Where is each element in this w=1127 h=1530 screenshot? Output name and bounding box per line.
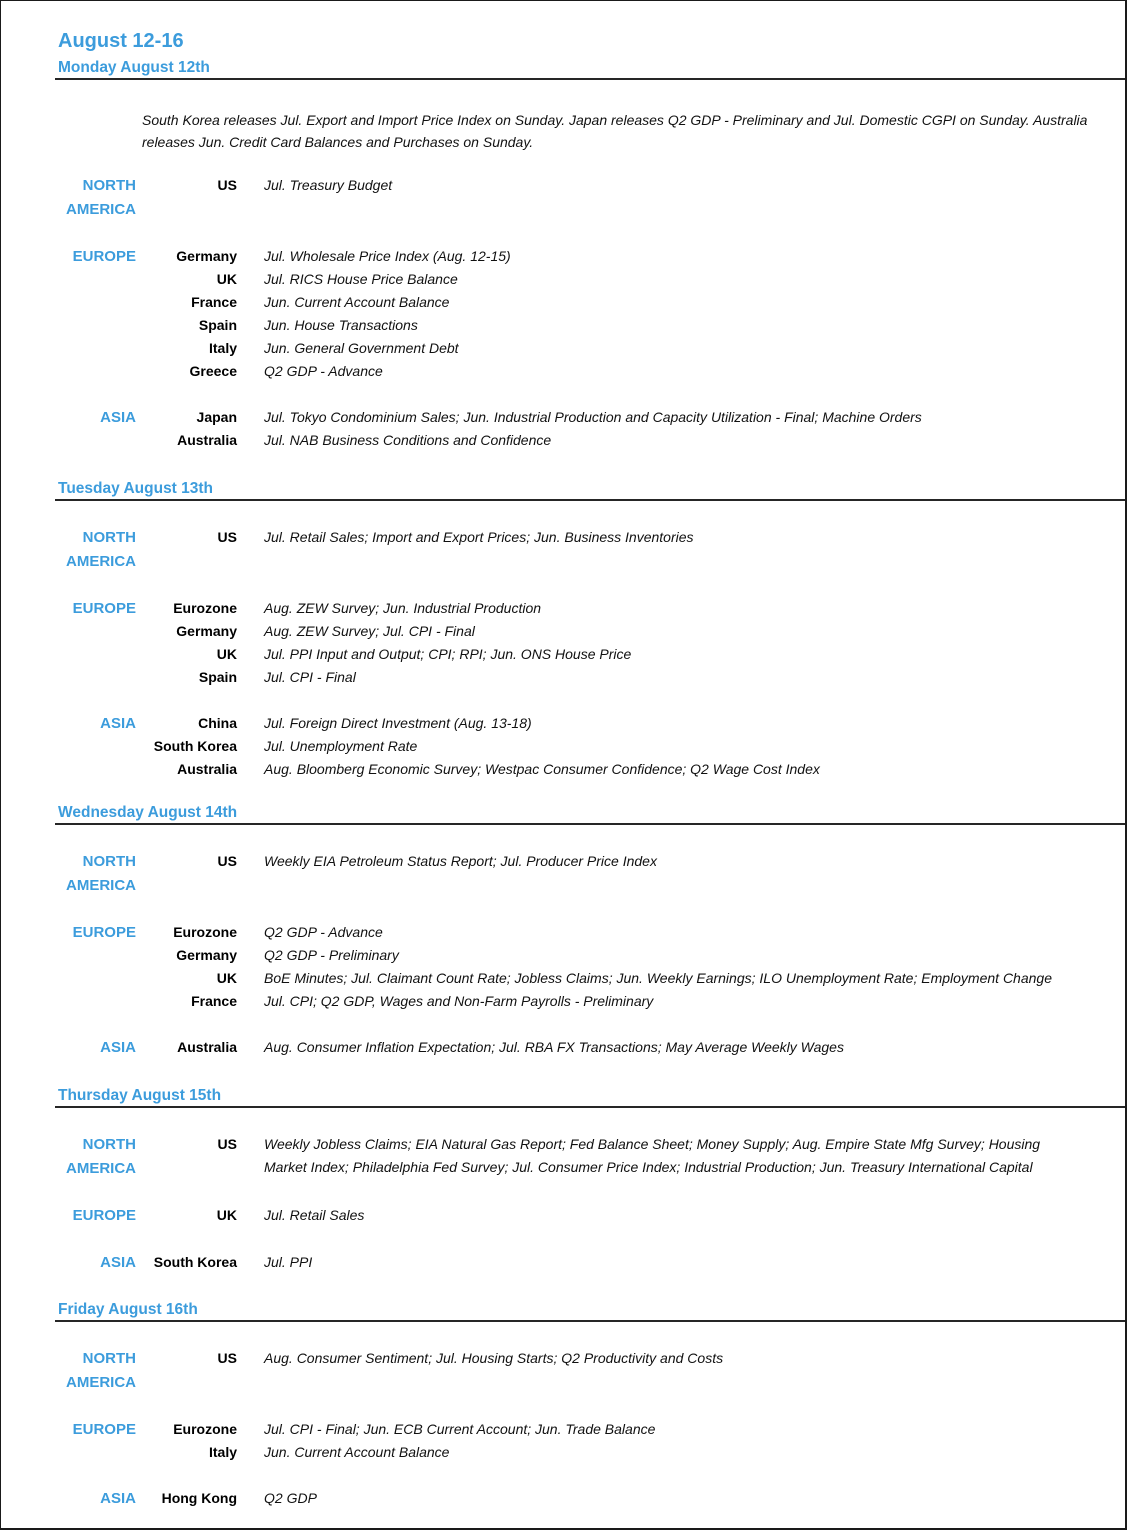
day-heading-wednesday: Wednesday August 14th bbox=[55, 803, 1125, 825]
event-list: Jul. RICS House Price Balance bbox=[264, 271, 458, 287]
region-rows bbox=[136, 245, 1070, 383]
day-heading-tuesday: Tuesday August 13th bbox=[55, 479, 1125, 501]
region-rows bbox=[136, 174, 1070, 197]
event-row bbox=[136, 429, 1070, 452]
country-label: Eurozone bbox=[173, 924, 237, 940]
event-list: Jul. PPI bbox=[264, 1254, 313, 1270]
event-row bbox=[136, 1036, 1070, 1059]
region-europe bbox=[59, 245, 1125, 383]
country-label: US bbox=[217, 529, 237, 545]
day-section-monday bbox=[1, 58, 1125, 452]
event-row bbox=[136, 758, 1070, 781]
country-label: Australia bbox=[177, 761, 237, 777]
country-label: Australia bbox=[177, 1039, 237, 1055]
event-list: Q2 GDP - Preliminary bbox=[264, 947, 399, 963]
event-row bbox=[136, 921, 1070, 944]
event-row bbox=[136, 1418, 1070, 1441]
region-label: ASIA bbox=[100, 1039, 136, 1056]
country-label: UK bbox=[216, 646, 237, 662]
event-list: Jul. CPI - Final bbox=[264, 669, 356, 685]
event-list: Aug. Bloomberg Economic Survey; Westpac Consumer Confidence; Q2 Wage Cost Index bbox=[264, 761, 820, 777]
event-list: Aug. ZEW Survey; Jul. CPI - Final bbox=[264, 623, 475, 639]
event-list: Q2 GDP bbox=[264, 1490, 317, 1506]
country-label: Germany bbox=[176, 947, 237, 963]
event-row bbox=[136, 850, 1070, 873]
region-north-america bbox=[59, 174, 1125, 222]
region-rows bbox=[136, 921, 1070, 1013]
event-row bbox=[136, 1251, 1070, 1274]
event-row bbox=[136, 291, 1070, 314]
region-label: EUROPE bbox=[72, 924, 136, 941]
event-list: Aug. Consumer Sentiment; Jul. Housing Starts; Q2 Productivity and Costs bbox=[264, 1350, 724, 1366]
event-list: Jul. CPI - Final; Jun. ECB Current Account; Jun. Trade Balance bbox=[264, 1421, 656, 1437]
event-row bbox=[136, 526, 1070, 549]
day-section-thursday bbox=[1, 1086, 1125, 1275]
event-list: Jun. House Transactions bbox=[264, 317, 418, 333]
weekend-releases-note: South Korea releases Jul. Export and Import Price Index on Sunday. Japan releases Q2 GDP - Preliminary and Jul. Domestic CGPI on Sunday. Australia releases Jun. Credit Card Balances and Purchases on Sunday. bbox=[142, 112, 1088, 150]
day-body-wednesday bbox=[1, 825, 1125, 1060]
country-label: Eurozone bbox=[173, 1421, 237, 1437]
region-rows bbox=[136, 850, 1070, 873]
day-body-friday bbox=[1, 1322, 1125, 1511]
event-row bbox=[136, 1347, 1070, 1370]
region-label: ASIA bbox=[100, 1254, 136, 1271]
event-list: Jul. Tokyo Condominium Sales; Jun. Industrial Production and Capacity Utilization - Final; Machine Orders bbox=[264, 409, 922, 425]
region-label: EUROPE bbox=[72, 600, 136, 617]
event-row bbox=[136, 620, 1070, 643]
event-list: Jul. Retail Sales bbox=[264, 1207, 365, 1223]
day-body-monday bbox=[1, 80, 1125, 452]
country-label: UK bbox=[216, 1207, 237, 1223]
event-row bbox=[136, 406, 1070, 429]
region-north-america bbox=[59, 1133, 1125, 1181]
region-label: ASIA bbox=[100, 715, 136, 732]
region-rows bbox=[136, 1347, 1070, 1370]
event-row bbox=[136, 967, 1070, 990]
event-list: Jul. Treasury Budget bbox=[264, 177, 393, 193]
event-row bbox=[136, 735, 1070, 758]
region-rows bbox=[136, 526, 1070, 549]
region-rows bbox=[136, 712, 1070, 781]
region-asia bbox=[59, 712, 1125, 781]
day-heading-thursday: Thursday August 15th bbox=[55, 1086, 1125, 1108]
country-label: Hong Kong bbox=[161, 1490, 237, 1506]
event-row bbox=[136, 597, 1070, 620]
region-label: EUROPE bbox=[72, 1421, 136, 1438]
event-list: Jun. Current Account Balance bbox=[264, 294, 450, 310]
region-label: NORTH AMERICA bbox=[66, 1350, 136, 1391]
region-rows bbox=[136, 1487, 1070, 1510]
country-label: Germany bbox=[176, 248, 237, 264]
country-label: France bbox=[191, 993, 237, 1009]
country-label: UK bbox=[216, 271, 237, 287]
event-row bbox=[136, 337, 1070, 360]
country-label: South Korea bbox=[153, 738, 237, 754]
country-label: UK bbox=[216, 970, 237, 986]
country-label: France bbox=[191, 294, 237, 310]
region-asia bbox=[59, 1251, 1125, 1275]
country-label: Eurozone bbox=[173, 600, 237, 616]
country-label: Italy bbox=[208, 1444, 237, 1460]
event-row bbox=[136, 990, 1070, 1013]
event-row bbox=[136, 1441, 1070, 1464]
country-label: US bbox=[217, 1136, 237, 1152]
region-label: ASIA bbox=[100, 1490, 136, 1507]
region-rows bbox=[136, 1204, 1070, 1227]
region-rows bbox=[136, 597, 1070, 689]
event-list: Weekly EIA Petroleum Status Report; Jul. Producer Price Index bbox=[264, 853, 657, 869]
event-row bbox=[136, 944, 1070, 967]
region-europe bbox=[59, 597, 1125, 689]
day-heading-friday: Friday August 16th bbox=[55, 1300, 1125, 1322]
event-list: Q2 GDP - Advance bbox=[264, 924, 383, 940]
country-label: Germany bbox=[176, 623, 237, 639]
event-row bbox=[136, 666, 1070, 689]
day-section-friday bbox=[1, 1300, 1125, 1511]
event-list: Jul. Wholesale Price Index (Aug. 12-15) bbox=[264, 248, 511, 264]
region-asia bbox=[59, 1487, 1125, 1511]
region-asia bbox=[59, 1036, 1125, 1060]
country-label: Australia bbox=[177, 432, 237, 448]
event-row bbox=[136, 1204, 1070, 1227]
country-label: US bbox=[217, 1350, 237, 1366]
event-list: Q2 GDP - Advance bbox=[264, 363, 383, 379]
event-list: Jul. PPI Input and Output; CPI; RPI; Jun. ONS House Price bbox=[264, 646, 632, 662]
country-label: Spain bbox=[198, 669, 237, 685]
region-rows bbox=[136, 1036, 1070, 1059]
country-label: US bbox=[217, 853, 237, 869]
event-row bbox=[136, 643, 1070, 666]
region-rows bbox=[136, 1133, 1070, 1179]
event-list: BoE Minutes; Jul. Claimant Count Rate; Jobless Claims; Jun. Weekly Earnings; ILO Unemployment Rate; Employment Change bbox=[264, 970, 1052, 986]
event-row bbox=[136, 268, 1070, 291]
country-label: Greece bbox=[189, 363, 237, 379]
region-label: ASIA bbox=[100, 409, 136, 426]
country-label: US bbox=[217, 177, 237, 193]
region-label: NORTH AMERICA bbox=[66, 853, 136, 894]
day-heading-monday: Monday August 12th bbox=[55, 58, 1125, 80]
region-rows bbox=[136, 1418, 1070, 1464]
day-body-thursday bbox=[1, 1108, 1125, 1275]
region-rows bbox=[136, 1251, 1070, 1274]
region-europe bbox=[59, 1204, 1125, 1228]
event-list: Jul. Retail Sales; Import and Export Prices; Jun. Business Inventories bbox=[264, 529, 694, 545]
region-label: EUROPE bbox=[72, 1207, 136, 1224]
event-row bbox=[136, 360, 1070, 383]
event-list: Jul. Unemployment Rate bbox=[264, 738, 418, 754]
event-row bbox=[136, 712, 1070, 735]
region-label: NORTH AMERICA bbox=[66, 177, 136, 218]
week-title: August 12-16 bbox=[58, 30, 184, 52]
region-label: NORTH AMERICA bbox=[66, 529, 136, 570]
event-row bbox=[136, 245, 1070, 268]
event-row bbox=[136, 1487, 1070, 1510]
day-body-tuesday bbox=[1, 501, 1125, 781]
country-label: South Korea bbox=[153, 1254, 237, 1270]
country-label: Spain bbox=[198, 317, 237, 333]
event-list: Jun. General Government Debt bbox=[264, 340, 459, 356]
event-list: Aug. ZEW Survey; Jun. Industrial Production bbox=[264, 600, 542, 616]
event-list: Jul. Foreign Direct Investment (Aug. 13-18) bbox=[264, 715, 532, 731]
event-row bbox=[136, 1133, 1070, 1179]
country-label: Japan bbox=[196, 409, 237, 425]
event-list: Jul. CPI; Q2 GDP, Wages and Non-Farm Payrolls - Preliminary bbox=[264, 993, 654, 1009]
region-label: EUROPE bbox=[72, 248, 136, 265]
event-list: Weekly Jobless Claims; EIA Natural Gas Report; Fed Balance Sheet; Money Supply; Aug. Empire State Mfg Survey; Housing Market Index; Philadelphia Fed Survey; Jul. Consumer Price Index; Industrial Production; Jun. Treasury International Capital bbox=[264, 1136, 1041, 1175]
region-europe bbox=[59, 921, 1125, 1013]
event-row bbox=[136, 314, 1070, 337]
region-asia bbox=[59, 406, 1125, 452]
day-section-wednesday bbox=[1, 803, 1125, 1060]
region-europe bbox=[59, 1418, 1125, 1464]
region-label: NORTH AMERICA bbox=[66, 1136, 136, 1177]
region-north-america bbox=[59, 526, 1125, 574]
country-label: China bbox=[198, 715, 237, 731]
region-north-america bbox=[59, 850, 1125, 898]
region-rows bbox=[136, 406, 1070, 452]
region-north-america bbox=[59, 1347, 1125, 1395]
event-list: Jul. NAB Business Conditions and Confidence bbox=[264, 432, 552, 448]
event-list: Jun. Current Account Balance bbox=[264, 1444, 450, 1460]
country-label: Italy bbox=[208, 340, 237, 356]
event-row bbox=[136, 174, 1070, 197]
event-list: Aug. Consumer Inflation Expectation; Jul. RBA FX Transactions; May Average Weekly Wages bbox=[264, 1039, 844, 1055]
day-section-tuesday bbox=[1, 479, 1125, 781]
